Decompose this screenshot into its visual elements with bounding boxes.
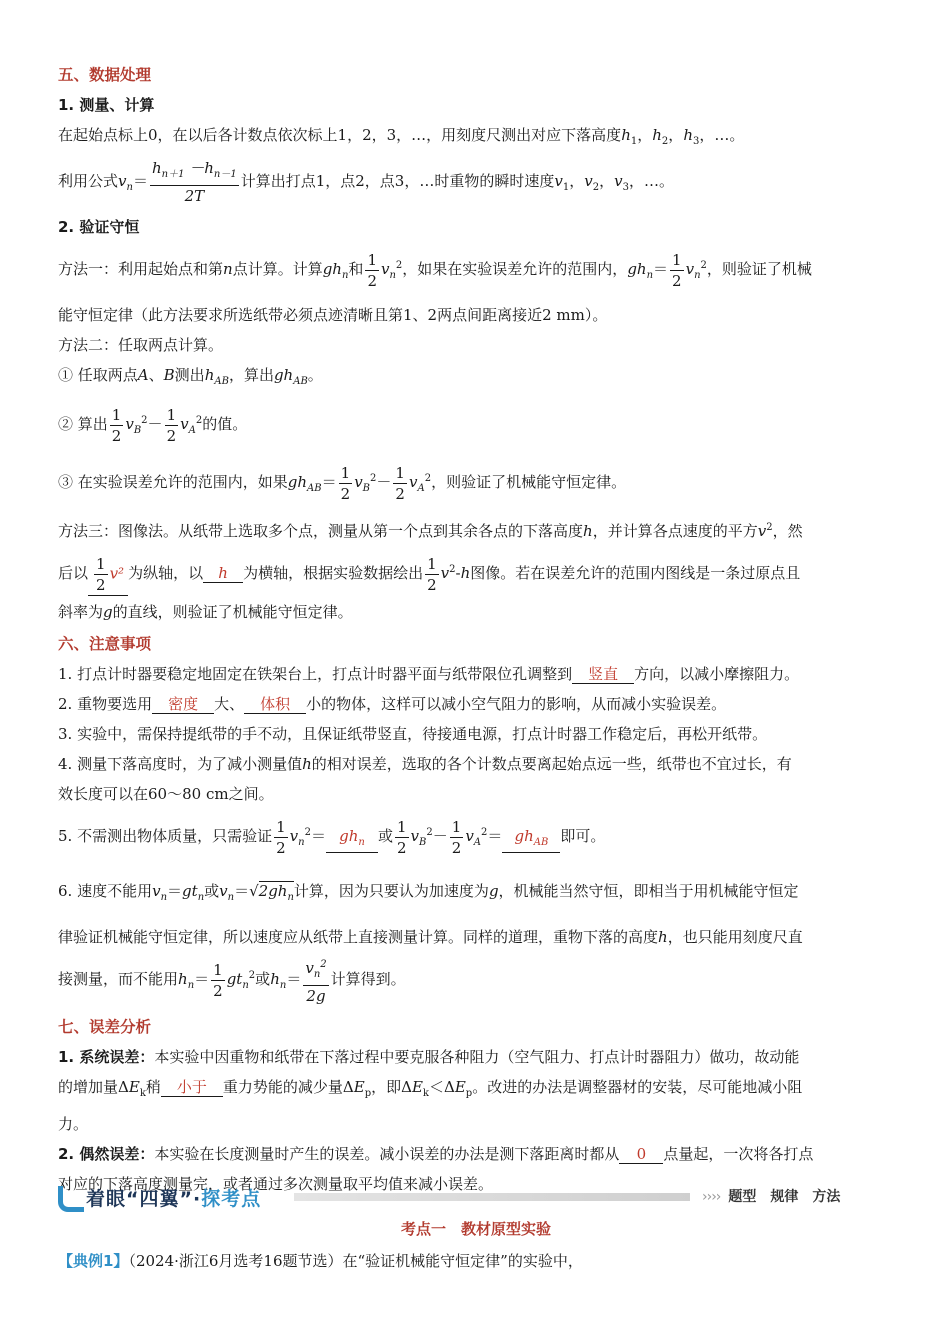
method-3-line-1: 方法三：图像法。从纸带上选取多个点，测量从第一个点到其余各点的下落高度h，并计算各点速度的平方$v^2$，然 bbox=[58, 522, 803, 540]
banner-tags: ›››› 题型 规律 方法 bbox=[702, 1189, 841, 1205]
velocity-formula-line: 利用公式$v_n=$ $\frac{h_{n+1} -h_{n-1}}{2T}$ 计算出打点1，点2，点3，…时重物的瞬时速度$v_1$，$v_2$，$v_3$，…。 bbox=[58, 159, 674, 205]
section-7-heading: 七、误差分析 bbox=[58, 1018, 152, 1036]
method-1-line: 方法一：利用起始点和第n点计算。计算$gh_n$和 $\frac{1}{2}$ $v_n^2$，如果在实验误差允许的范围内，$gh_n=$ $\frac{1}{2}$ $v_n^2$，则验证了机械 bbox=[58, 250, 812, 290]
method-2-step-3: ③ 在实验误差允许的范围内，如果$gh_{AB}=$ $\frac{1}{2}$ $v_B^2-$ $\frac{1}{2}$ $v_A^2$，则验证了机械能守恒定律。 bbox=[58, 463, 627, 503]
method-3-line-3: 斜率为g的直线，则验证了机械能守恒定律。 bbox=[58, 603, 353, 621]
topic-title: 考点一 教材原型实验 bbox=[400, 1220, 551, 1238]
section-6-heading: 六、注意事项 bbox=[58, 635, 152, 653]
note-3: 3. 实验中，需保持提纸带的手不动，且保证纸带竖直，待接通电源，打点计时器工作稳定后，再松开纸带。 bbox=[58, 725, 768, 743]
banner-title: 着眼“四翼”·探考点 bbox=[86, 1188, 262, 1210]
blank-ghab: $gh_{AB}$ bbox=[502, 827, 560, 853]
chevrons-icon: ›››› bbox=[702, 1189, 721, 1205]
note-4-cont: 效长度可以在60～80 cm之间。 bbox=[58, 785, 274, 803]
note-6-cont: 律验证机械能守恒定律，所以速度应从纸带上直接测量计算。同样的道理，重物下落的高度h，也只能用刻度尺直 bbox=[58, 928, 803, 946]
error-1-line-3: 力。 bbox=[58, 1115, 89, 1133]
banner-divider bbox=[294, 1193, 690, 1201]
note-4: 4. 测量下落高度时，为了减小测量值h的相对误差，选取的各个计数点要离起始点远一些，纸带也不宜过长，有 bbox=[58, 755, 792, 773]
error-2-line-2: 对应的下落高度测量完，或者通过多次测量取平均值来减小误差。 bbox=[58, 1175, 494, 1193]
blank-vertical-axis: $\frac{1}{2}$ v² bbox=[88, 554, 128, 596]
blank-less-than: 小于 bbox=[161, 1078, 223, 1097]
blank-volume: 体积 bbox=[244, 695, 306, 714]
blank-vertical: 竖直 bbox=[572, 665, 634, 684]
banner-bracket-icon bbox=[58, 1186, 84, 1212]
method-3-line-2: 后以 $\frac{1}{2}$ v² 为纵轴，以 h 为横轴，根据实验数据绘出 $\frac{1}{2}$ $v^2-h$图像。若在误差允许的范围内图线是一条过原点且 bbox=[58, 554, 801, 594]
note-6-end: 接测量，而不能用$h_n=$ $\frac{1}{2}$ $gt_n^2$或$h_n=$ $\frac{v_n^2}{2g}$ 计算得到。 bbox=[58, 952, 894, 1010]
method-1-note: 能守恒定律（此方法要求所选纸带必须点迹清晰且第1、2两点间距离接近2 mm）。 bbox=[58, 306, 608, 324]
example-1: 【典例1】（2024·浙江6月选考16题节选）在“验证机械能守恒定律”的实验中， bbox=[58, 1252, 583, 1270]
note-6: 6. 速度不能用$v_n=gt_n$或$v_n=√2gh_n$计算，因为只要认为加速度为g，机械能当然守恒，即相当于用机械能守恒定 bbox=[58, 882, 799, 903]
blank-horizontal-axis: h bbox=[203, 564, 243, 583]
blank-density: 密度 bbox=[152, 695, 214, 714]
subsection-verify-heading: 2. 验证守恒 bbox=[58, 218, 140, 236]
method-2-step-1: ① 任取两点A、B测出$h_{AB}$，算出$gh_{AB}$。 bbox=[58, 366, 323, 387]
method-2-line: 方法二：任取两点计算。 bbox=[58, 336, 224, 354]
document-body bbox=[58, 58, 894, 1199]
error-1-line-2: 的增加量$\Delta E_k$稍 小于 重力势能的减少量$\Delta E_p$，即$\Delta E_k<\Delta E_p$。改进的办法是调整器材的安装，尽可能地减小阻 bbox=[58, 1078, 803, 1099]
section-5-heading: 五、数据处理 bbox=[58, 66, 152, 84]
example-tag: 【典例1】 bbox=[58, 1252, 129, 1270]
measure-line: 在起始点标上0，在以后各计数点依次标上1，2，3，…，用刻度尺测出对应下落高度$h_1$，$h_2$，$h_3$，…。 bbox=[58, 126, 745, 147]
note-5: 5. 不需测出物体质量，只需验证 $\frac{1}{2}$ $v_n^2= gh_n$ 或 $\frac{1}{2}$ $v_B^2-$ $\frac{1}{2}$ $v_A^2= gh_{AB}$ 即可。 bbox=[58, 817, 606, 857]
blank-zero-point: 0 bbox=[619, 1145, 663, 1164]
subsection-measure-heading: 1. 测量、计算 bbox=[58, 96, 155, 114]
blank-ghn: $gh_n$ bbox=[326, 827, 378, 853]
velocity-fraction: $\frac{h_{n+1} -h_{n-1}}{2T}$ bbox=[151, 159, 237, 205]
method-2-step-2: ② 算出 $\frac{1}{2}$ $v_B^2-$ $\frac{1}{2}$ $v_A^2$的值。 bbox=[58, 405, 248, 445]
note-2: 2. 重物要选用 密度 大、 体积 小的物体，这样可以减小空气阻力的影响，从而减小实验误差。 bbox=[58, 695, 727, 713]
section-banner bbox=[58, 1184, 894, 1214]
error-2-line-1: 2. 偶然误差：本实验在长度测量时产生的误差。减小误差的办法是测下落距离时都从 0 点量起，一次将各打点 bbox=[58, 1145, 814, 1163]
note-1: 1. 打点计时器要稳定地固定在铁架台上，打点计时器平面与纸带限位孔调整到 竖直 方向，以减小摩擦阻力。 bbox=[58, 665, 800, 683]
error-1-line-1: 1. 系统误差：本实验中因重物和纸带在下落过程中要克服各种阻力（空气阻力、打点计时器阻力）做功，故动能 bbox=[58, 1048, 800, 1066]
